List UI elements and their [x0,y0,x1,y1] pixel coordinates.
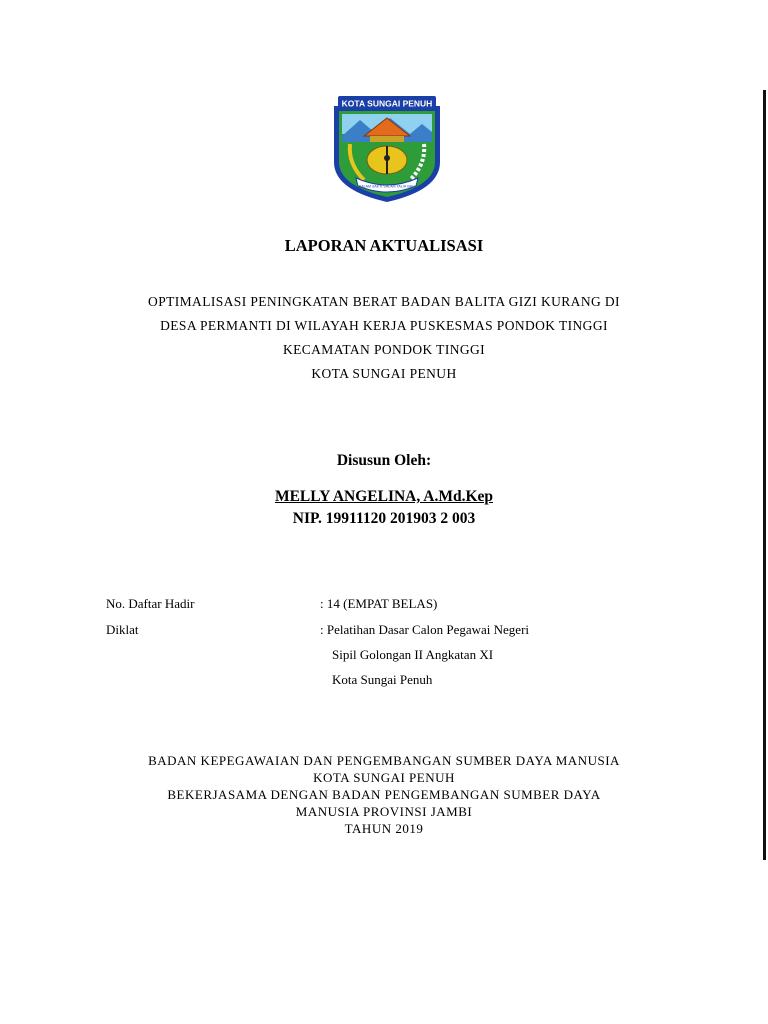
training-value-continued: Sipil Golongan II Angkatan XI [332,647,494,662]
institution-line: MANUSIA PROVINSI JAMBI [295,804,473,819]
attendance-label: No. Daftar Hadir [106,596,195,611]
subject-line: OPTIMALISASI PENINGKATAN BERAT BADAN BALITA GIZI KURANG DI [148,294,620,309]
training-value: : Pelatihan Dasar Calon Pegawai Negeri [320,622,530,637]
institution-block [0,752,768,837]
subject-line: KOTA SUNGAI PENUH [311,366,457,381]
attendance-value: : 14 (EMPAT BELAS) [320,596,438,611]
author-nip: NIP. 19911120 201903 2 003 [292,510,476,527]
city-emblem-logo [330,92,444,204]
institution-line: BADAN KEPEGAWAIAN DAN PENGEMBANGAN SUMBER DAYA MANUSIA [148,753,620,768]
report-subject [0,290,768,386]
training-value-continued: Kota Sungai Penuh [332,672,433,687]
institution-line: TAHUN 2019 [344,821,424,836]
page-edge-line [763,90,766,860]
document-title: LAPORAN AKTUALISASI [284,236,484,255]
prepared-by-label: Disusun Oleh: [336,452,432,469]
institution-line: BEKERJASAMA DENGAN BADAN PENGEMBANGAN SUMBER DAYA [167,787,601,802]
training-label: Diklat [106,622,139,637]
subject-line: KECAMATAN PONDOK TINGGI [282,342,486,357]
author-name: MELLY ANGELINA, A.Md.Kep [274,488,494,505]
emblem-motto-text: SALAM SAKTI SALAM TALIH BALI [358,184,416,189]
institution-line: KOTA SUNGAI PENUH [313,770,455,785]
subject-line: DESA PERMANTI DI WILAYAH KERJA PUSKESMAS PONDOK TINGGI [160,318,608,333]
emblem-name-text: KOTA SUNGAI PENUH [341,98,433,109]
